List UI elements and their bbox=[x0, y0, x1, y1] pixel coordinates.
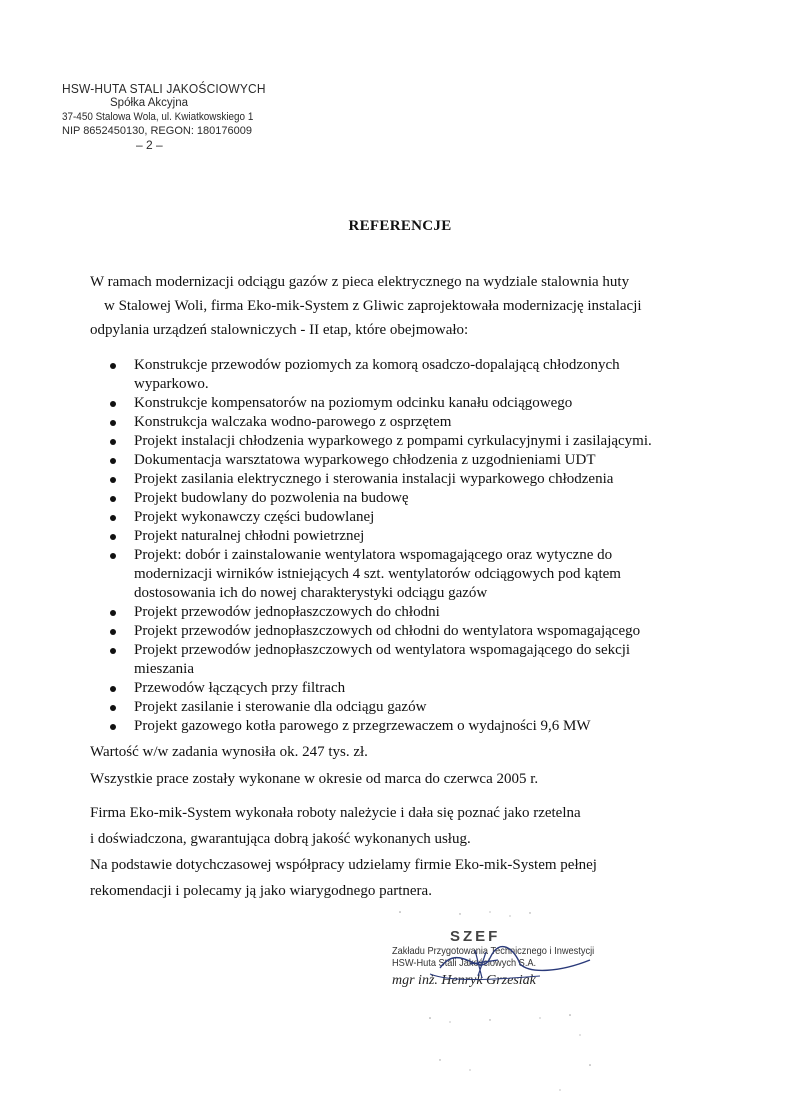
bullet-dot-icon bbox=[110, 629, 116, 635]
scope-list-item bbox=[98, 356, 688, 394]
bullet-dot-icon bbox=[110, 458, 116, 464]
scope-item-text: modernizacji wirników istniejących 4 szt. wentylatorów odciągowych pod kątem bbox=[134, 566, 621, 582]
bullet-dot-icon bbox=[110, 648, 116, 654]
scope-item-text: dostosowania ich do nowej charakterystyki odciągu gazów bbox=[134, 585, 488, 601]
scope-item-text: mieszania bbox=[134, 661, 194, 677]
scope-list-item bbox=[98, 679, 688, 698]
recommendation-line: Na podstawie dotychczasowej współpracy udzielamy firmie Eko-mik-System pełnej bbox=[90, 857, 597, 873]
bullet-dot-icon bbox=[110, 534, 116, 540]
handwritten-signature bbox=[420, 930, 600, 990]
scope-item-text: Projekt naturalnej chłodni powietrznej bbox=[134, 528, 365, 544]
scope-list-item bbox=[98, 546, 688, 603]
recommendation-line: rekomendacji i polecamy ją jako wiarygodnego partnera. bbox=[90, 883, 432, 899]
intro-line: W ramach modernizacji odciągu gazów z pieca elektrycznego na wydziale stalownia huty bbox=[90, 274, 630, 290]
scope-list-item bbox=[98, 641, 688, 679]
letterhead-company: HSW-HUTA STALI JAKOŚCIOWYCH bbox=[62, 81, 266, 96]
scope-item-text: wyparkowo. bbox=[134, 376, 209, 392]
document-title: REFERENCJE bbox=[348, 218, 452, 234]
intro-line: w Stalowej Woli, firma Eko-mik-System z Gliwic zaprojektowała modernizację instalacji bbox=[104, 298, 642, 314]
bullet-dot-icon bbox=[110, 705, 116, 711]
scope-item-text: Konstrukcja walczaka wodno-parowego z osprzętem bbox=[134, 414, 452, 430]
scope-item-text: Przewodów łączących przy filtrach bbox=[134, 680, 346, 696]
scope-item-text: Projekt przewodów jednopłaszczowych od wentylatora wspomagającego do sekcji bbox=[134, 642, 631, 658]
scope-list-item bbox=[98, 508, 688, 527]
stamp-company: HSW-Huta Stali Jakościowych S.A. bbox=[392, 957, 537, 969]
scope-item-text: Projekt: dobór i zainstalowanie wentylatora wspomagającego oraz wytyczne do bbox=[134, 547, 613, 563]
scope-list-item bbox=[98, 698, 688, 717]
scope-item-text: Projekt zasilania elektrycznego i sterowania instalacji wyparkowego chłodzenia bbox=[134, 471, 614, 487]
recommendation bbox=[90, 852, 690, 904]
assessment-line: i doświadczona, gwarantująca dobrą jakość wykonanych usług. bbox=[90, 831, 471, 847]
scope-item-text: Projekt przewodów jednopłaszczowych od chłodni do wentylatora wspomagającego bbox=[134, 623, 641, 639]
work-period: Wszystkie prace zostały wykonane w okresie od marca do czerwca 2005 r. bbox=[90, 771, 539, 787]
scope-item-text: Projekt wykonawczy części budowlanej bbox=[134, 509, 375, 525]
scope-list-item bbox=[98, 489, 688, 508]
scope-item-text: Projekt gazowego kotła parowego z przegrzewaczem o wydajności 9,6 MW bbox=[134, 718, 591, 734]
bullet-dot-icon bbox=[110, 477, 116, 483]
scope-list-item bbox=[98, 394, 688, 413]
scope-list-item bbox=[98, 622, 688, 641]
scope-list-item bbox=[98, 413, 688, 432]
stamp-department: Zakładu Przygotowania Technicznego i Inwestycji bbox=[392, 945, 595, 957]
letterhead-legal-form: Spółka Akcyjna bbox=[110, 97, 188, 109]
bullet-dot-icon bbox=[110, 420, 116, 426]
bullet-dot-icon bbox=[110, 363, 116, 369]
letterhead-ids: NIP 8652450130, REGON: 180176009 bbox=[62, 125, 252, 137]
scope-list-item bbox=[98, 527, 688, 546]
bullet-dot-icon bbox=[110, 439, 116, 445]
scope-list-item bbox=[98, 432, 688, 451]
page-marker: – 2 – bbox=[136, 138, 163, 152]
scope-list-item bbox=[98, 451, 688, 470]
contract-value: Wartość w/w zadania wynosiła ok. 247 tys. zł. bbox=[90, 744, 368, 760]
stamp-signatory: mgr inż. Henryk Grzesiak bbox=[392, 973, 536, 988]
scope-list-item bbox=[98, 717, 688, 736]
scope-list-item bbox=[98, 470, 688, 489]
bullet-dot-icon bbox=[110, 553, 116, 559]
bullet-dot-icon bbox=[110, 401, 116, 407]
scope-item-text: Projekt zasilanie i sterowanie dla odciągu gazów bbox=[134, 699, 427, 715]
assessment-line: Firma Eko-mik-System wykonała roboty należycie i dała się poznać jako rzetelna bbox=[90, 805, 581, 821]
intro-paragraph bbox=[90, 270, 680, 342]
letterhead-stamp bbox=[62, 81, 266, 152]
bullet-dot-icon bbox=[110, 686, 116, 692]
scope-item-text: Projekt budowlany do pozwolenia na budowę bbox=[134, 490, 409, 506]
bullet-dot-icon bbox=[110, 515, 116, 521]
scope-item-text: Projekt instalacji chłodzenia wyparkowego z pompami cyrkulacyjnymi i zasilającymi. bbox=[134, 433, 652, 449]
scope-item-text: Konstrukcje kompensatorów na poziomym odcinku kanału odciągowego bbox=[134, 395, 573, 411]
scope-item-text: Konstrukcje przewodów poziomych za komorą osadczo-dopalającą chłodzonych bbox=[134, 357, 620, 373]
letterhead-address: 37-450 Stalowa Wola, ul. Kwiatkowskiego 1 bbox=[62, 111, 254, 123]
stamp-heading: SZEF bbox=[450, 928, 501, 945]
scope-item-text: Projekt przewodów jednopłaszczowych do chłodni bbox=[134, 604, 440, 620]
intro-line: odpylania urządzeń stalowniczych - II etap, które obejmowało: bbox=[90, 322, 469, 338]
bullet-dot-icon bbox=[110, 496, 116, 502]
scope-list-item bbox=[98, 603, 688, 622]
scope-item-text: Dokumentacja warsztatowa wyparkowego chłodzenia z uzgodnieniami UDT bbox=[134, 452, 596, 468]
bullet-dot-icon bbox=[110, 610, 116, 616]
company-assessment bbox=[90, 800, 690, 852]
bullet-dot-icon bbox=[110, 724, 116, 730]
scope-list bbox=[98, 356, 688, 736]
